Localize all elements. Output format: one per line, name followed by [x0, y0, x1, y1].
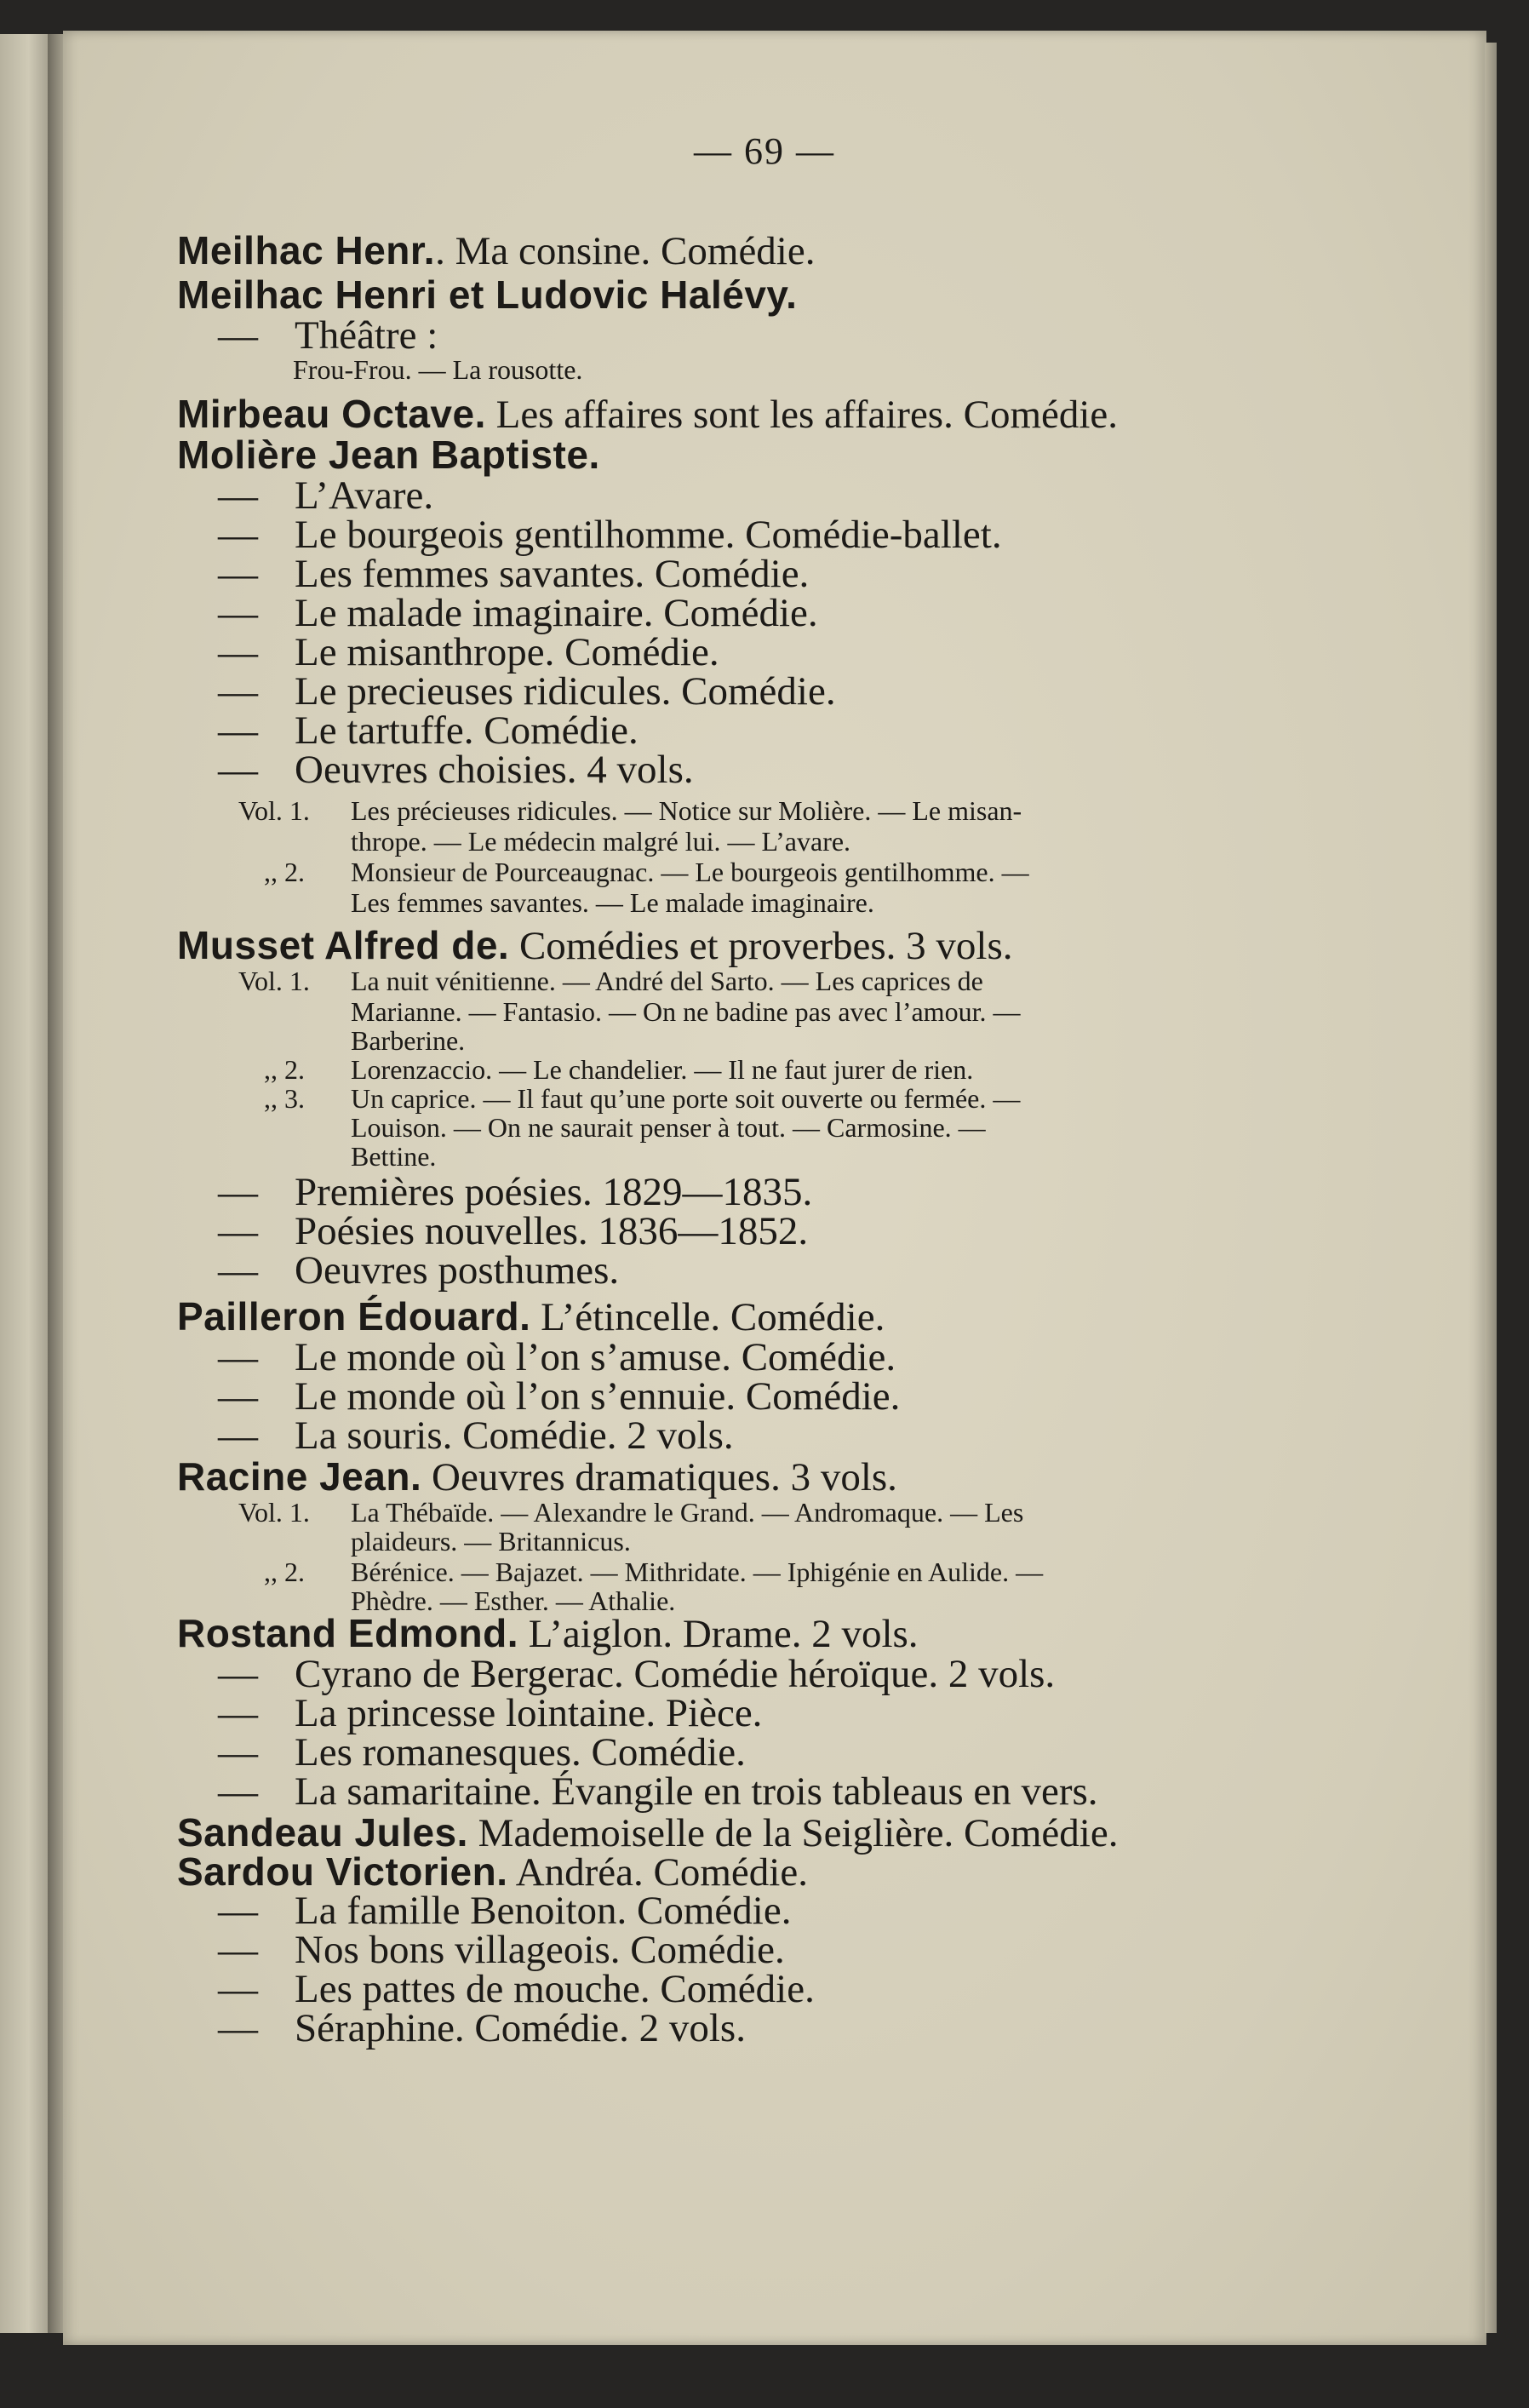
entry-rostand-romanesques	[177, 1730, 746, 1774]
dash-mark: —	[218, 1170, 258, 1214]
volume-line: Marianne. — Fantasio. — On ne badine pas avec l’amour. —	[351, 996, 1021, 1027]
entry-moliere-tartuffe	[177, 708, 639, 753]
dash-mark: —	[218, 473, 258, 518]
volume-line: Un caprice. — Il faut qu’une porte soit ouverte ou fermée. —	[351, 1083, 1021, 1114]
dash-mark: —	[218, 1730, 258, 1774]
dash-mark: —	[218, 1374, 258, 1419]
volume-line: plaideurs. — Britannicus.	[351, 1526, 631, 1557]
volume-line: Lorenzaccio. — Le chandelier. — Il ne faut jurer de rien.	[351, 1054, 974, 1085]
dash-mark: —	[218, 591, 258, 635]
volume-label: ,, 2.	[264, 1557, 305, 1587]
entry-text: Le monde où l’on s’ennuie. Comédie.	[295, 1374, 901, 1419]
book-gutter	[48, 34, 65, 2333]
author-name: Pailleron Édouard.	[177, 1294, 531, 1339]
volume-label: Vol. 1.	[238, 795, 310, 826]
page-number: — 69 —	[694, 130, 835, 172]
volume-line: La Thébaïde. — Alexandre le Grand. — Andromaque. — Les	[351, 1497, 1024, 1528]
dash-mark: —	[218, 630, 258, 674]
entry-text: Les romanesques. Comédie.	[295, 1730, 746, 1774]
volume-label: ,, 3.	[264, 1083, 305, 1114]
dash-mark: —	[218, 513, 258, 557]
entry-moliere-malade	[177, 591, 818, 635]
entry-sardou-seraphine	[177, 2006, 746, 2050]
volume-line: Phèdre. — Esther. — Athalie.	[351, 1585, 676, 1616]
author-name: Molière Jean Baptiste.	[177, 433, 600, 477]
page-edge-shadow	[1485, 43, 1497, 2333]
entry-mirbeau	[177, 392, 1118, 437]
volume-line: Les femmes savantes. — Le malade imaginaire.	[351, 887, 874, 918]
entry-text: Mademoiselle de la Seiglière. Comédie.	[467, 1811, 1119, 1855]
entry-text: Le malade imaginaire. Comédie.	[295, 591, 818, 635]
volume-label: ,, 2.	[264, 857, 305, 887]
dash-mark: —	[218, 1209, 258, 1253]
entry-text: L’étincelle. Comédie.	[530, 1295, 885, 1339]
entry-sardou-pattes	[177, 1967, 815, 2011]
entry-text: La famille Benoiton. Comédie.	[295, 1889, 792, 1933]
dash-mark: —	[218, 1652, 258, 1696]
volume-label: Vol. 1.	[238, 966, 310, 996]
entry-text: La samaritaine. Évangile en trois tableaus en vers.	[295, 1769, 1098, 1814]
volume-line: Monsieur de Pourceaugnac. — Le bourgeois gentilhomme. —	[351, 857, 1029, 887]
entry-moliere-avare	[177, 473, 433, 518]
dash-mark: —	[218, 1691, 258, 1735]
entry-meilhac-2	[177, 272, 797, 318]
entry-text: Le monde où l’on s’amuse. Comédie.	[295, 1335, 896, 1379]
entry-rostand-cyrano	[177, 1652, 1055, 1696]
entry-musset-nouvelles	[177, 1209, 808, 1253]
dash-mark: —	[218, 1413, 258, 1458]
entry-text: Nos bons villageois. Comédie.	[295, 1928, 785, 1972]
entry-pailleron	[177, 1294, 885, 1339]
entry-text: Oeuvres choisies. 4 vols.	[295, 748, 694, 792]
entry-text: La souris. Comédie. 2 vols.	[295, 1413, 734, 1458]
author-name: Racine Jean.	[177, 1454, 422, 1499]
entry-pailleron-amuse	[177, 1335, 896, 1379]
dash-mark: —	[218, 1928, 258, 1972]
entry-rostand-samaritaine	[177, 1769, 1098, 1814]
entry-text: Les affaires sont les affaires. Comédie.	[485, 393, 1119, 437]
entry-text: Le bourgeois gentilhomme. Comédie-ballet.	[295, 513, 1002, 557]
entry-sardou-villageois	[177, 1928, 785, 1972]
author-name: Musset Alfred de.	[177, 923, 510, 967]
entry-racine	[177, 1454, 897, 1499]
entry-moliere	[177, 433, 600, 478]
dash-mark: —	[218, 1335, 258, 1379]
author-name: Meilhac Henri et Ludovic Halévy.	[177, 272, 798, 317]
author-name: Meilhac Henr.	[177, 228, 436, 272]
entry-pailleron-ennuie	[177, 1374, 900, 1419]
left-page-edge	[0, 34, 48, 2333]
dash-mark: —	[218, 748, 258, 792]
entry-meilhac-1	[177, 228, 815, 273]
volume-line: Barberine.	[351, 1025, 466, 1056]
volume-line: Louison. — On ne saurait penser à tout. — Carmosine. —	[351, 1112, 986, 1143]
entry-text: Les pattes de mouche. Comédie.	[295, 1967, 815, 2011]
entry-text: Premières poésies. 1829—1835.	[295, 1170, 813, 1214]
dash-mark: —	[218, 669, 258, 714]
dash-mark: —	[218, 552, 258, 596]
entry-moliere-bourgeois	[177, 513, 1002, 557]
entry-text: Andréa. Comédie.	[507, 1850, 808, 1895]
entry-text: L’aiglon. Drame. 2 vols.	[518, 1612, 919, 1656]
entry-text: Le precieuses ridicules. Comédie.	[295, 669, 836, 714]
entry-text: Théâtre :	[295, 313, 438, 358]
dash-mark: —	[218, 1769, 258, 1814]
dash-mark: —	[218, 2006, 258, 2050]
volume-label: Vol. 1.	[238, 1497, 310, 1528]
volume-line: La nuit vénitienne. — André del Sarto. — Les caprices de	[351, 966, 983, 996]
entry-pailleron-souris	[177, 1413, 734, 1458]
entry-moliere-femmes	[177, 552, 809, 596]
entry-text: Poésies nouvelles. 1836—1852.	[295, 1209, 809, 1253]
entry-musset-premieres	[177, 1170, 812, 1214]
volume-line: Bérénice. — Bajazet. — Mithridate. — Iphigénie en Aulide. —	[351, 1557, 1044, 1587]
entry-rostand	[177, 1611, 919, 1656]
subentry-frou-frou: Frou-Frou. — La rousotte.	[293, 354, 583, 385]
entry-text: Cyrano de Bergerac. Comédie héroïque. 2 vols.	[295, 1652, 1056, 1696]
entry-sardou-benoiton	[177, 1889, 791, 1933]
entry-moliere-misanthrope	[177, 630, 719, 674]
entry-musset-posthumes	[177, 1248, 619, 1293]
entry-theatre	[177, 313, 438, 358]
entry-text: Comédies et proverbes. 3 vols.	[509, 924, 1013, 968]
entry-moliere-precieuses	[177, 669, 836, 714]
entry-musset	[177, 923, 1013, 968]
author-name: Rostand Edmond.	[177, 1611, 519, 1655]
entry-text: Les femmes savantes. Comédie.	[295, 552, 810, 596]
entry-text: Le misanthrope. Comédie.	[295, 630, 719, 674]
dash-mark: —	[218, 313, 258, 358]
author-name: Mirbeau Octave.	[177, 392, 486, 436]
entry-moliere-oeuvres	[177, 748, 694, 792]
volume-line: Bettine.	[351, 1141, 437, 1172]
entry-text: La princesse lointaine. Pièce.	[295, 1691, 763, 1735]
entry-text: Oeuvres posthumes.	[295, 1248, 620, 1293]
entry-text: . Ma consine. Comédie.	[435, 229, 816, 273]
entry-text: L’Avare.	[295, 473, 434, 518]
dash-mark: —	[218, 1248, 258, 1293]
entry-text: Séraphine. Comédie. 2 vols.	[295, 2006, 746, 2050]
author-name: Sandeau Jules.	[177, 1810, 468, 1855]
entry-text: Oeuvres dramatiques. 3 vols.	[421, 1455, 897, 1499]
volume-label: ,, 2.	[264, 1054, 305, 1085]
volume-line: thrope. — Le médecin malgré lui. — L’avare.	[351, 826, 851, 857]
volume-line: Les précieuses ridicules. — Notice sur Molière. — Le misan-	[351, 795, 1022, 826]
author-name: Sardou Victorien.	[177, 1849, 508, 1894]
dash-mark: —	[218, 1889, 258, 1933]
dash-mark: —	[218, 1967, 258, 2011]
entry-rostand-princesse	[177, 1691, 762, 1735]
dash-mark: —	[218, 708, 258, 753]
entry-text: Le tartuffe. Comédie.	[295, 708, 639, 753]
